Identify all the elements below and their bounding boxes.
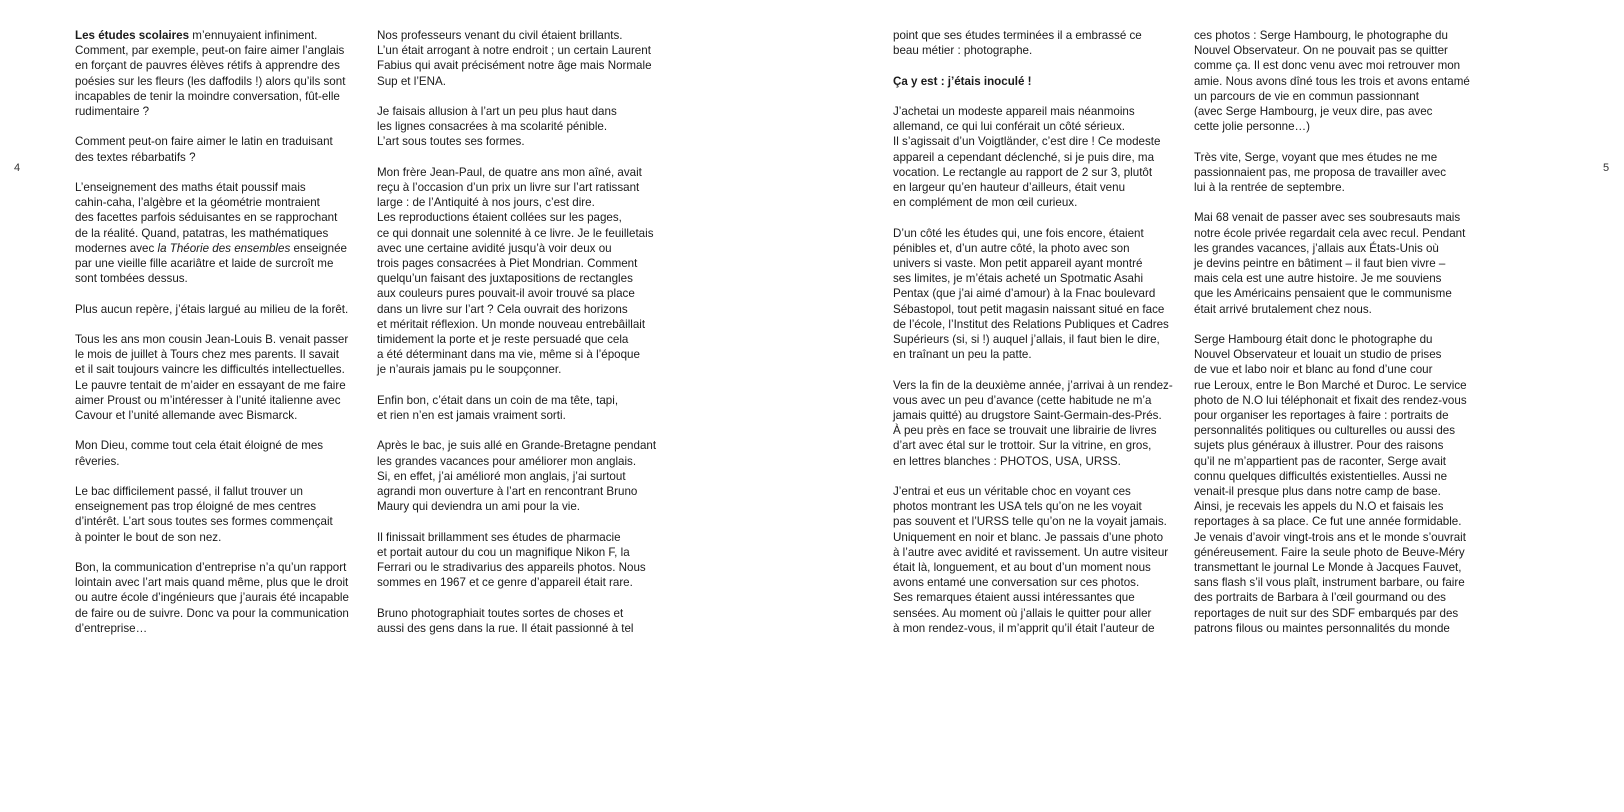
- paragraph: Mon frère Jean-Paul, de quatre ans mon aîné, avait reçu à l’occasion d’un prix un livre sur l’art ratissant large : de l’Antiquité à nos jours, c’est dire. Les reproductions étaient collées sur les pages, ce qui donnait une solennité à ce livre. Je le feuilletais avec une certaine avidité jusqu’à voir deux ou trois pages consacrées à Piet Mondrian. Comment quelqu’un faisant des juxtapositions de rectangles aux couleurs pures pouvait-il avoir trouvé sa place dans un livre sur l’art ? Cela ouvrait des horizons et méritait réflexion. Un monde nouveau entrebâillait timidement la porte et je reste persuadé que cela a été déterminant dans ma vie, même si à l’époque je n’aurais jamais pu le soupçonner.: [377, 165, 654, 377]
- paragraph: Enfin bon, c’était dans un coin de ma tête, tapi, et rien n’en est jamais vraiment sorti.: [377, 393, 619, 423]
- paragraph: Le bac difficilement passé, il fallut trouver un enseignement pas trop éloigné de mes centres d’intérêt. L’art sous toutes ses formes commençait à pointer le bout de son nez.: [75, 485, 333, 544]
- paragraph: Je faisais allusion à l’art un peu plus haut dans les lignes consacrées à ma scolarité pénible. L’art sous toutes ses formes.: [377, 105, 617, 149]
- italic-title: la Théorie des ensembles: [157, 241, 291, 255]
- paragraph: Comment peut-on faire aimer le latin en traduisant des textes rébarbatifs ?: [75, 135, 333, 164]
- text-column-4: [1194, 28, 1486, 636]
- paragraph: ces photos : Serge Hambourg, le photographe du Nouvel Observateur. On ne pouvait pas se quitter comme ça. Il est donc venu avec moi retrouver mon amie. Nous avons dîné tous les trois et avons entamé un parcours de vie en commun passionnant (avec Serge Hambourg, je veux dire, pas avec cette jolie personne…): [1194, 29, 1470, 134]
- text-column-1: [75, 28, 367, 636]
- paragraph-text: m’ennuyaient infiniment. Comment, par exemple, peut-on faire aimer l’anglais en forçant de pauvres élèves rétifs à apprendre des poésies sur les fleurs (les daffodils !) alors qu’ils sont incapables de tenir la moindre conversation, fût-elle rudimentaire ?: [75, 29, 346, 119]
- paragraph: Tous les ans mon cousin Jean-Louis B. venait passer le mois de juillet à Tours chez mes parents. Il savait et il sait toujours vaincre les difficultés intellectuelles. Le pauvre tentait de m’aider en essayant de me faire aimer Proust ou m’intéresser à l’unité italienne avec Cavour et l’unité allemande avec Bismarck.: [75, 333, 349, 423]
- text-column-2: [377, 28, 669, 636]
- paragraph: Très vite, Serge, voyant que mes études ne me passionnaient pas, me proposa de travailler avec lui à la rentrée de septembre.: [1194, 150, 1446, 195]
- paragraph: D’un côté les études qui, une fois encore, étaient pénibles et, d’un autre côté, la photo avec son univers si vaste. Mon petit appareil ayant montré ses limites, je m’étais acheté un Spotmatic Asahi Pentax (que j’ai aimé d’amour) à la Fnac boulevard Sébastopol, tout petit magasin naissant situé en face de l’école, l’Institut des Relations Publiques et Cadres Supérieurs (si, si !) auquel j’allais, il faut bien le dire, en traînant un peu la patte.: [893, 226, 1169, 362]
- paragraph-text: L’enseignement des maths était poussif mais cahin-caha, l’algèbre et la géométrie montraient des facettes parfois séduisantes en se rapprochant de la réalité. Quand, patatras, les mathématiques modernes avec: [75, 181, 338, 255]
- page-number-left: 4: [14, 162, 21, 174]
- paragraph: Il finissait brillamment ses études de pharmacie et portait autour du cou un magnifique Nikon F, la Ferrari ou le stradivarius des appareils photos. Nous sommes en 1967 et ce genre d’appareil était rare.: [377, 530, 646, 590]
- paragraph: Bruno photographiait toutes sortes de choses et aussi des gens dans la rue. Il était passionné à tel: [377, 606, 634, 635]
- text-column-3: [893, 28, 1185, 636]
- paragraph: Mai 68 venait de passer avec ses soubresauts mais notre école privée regardait cela avec recul. Pendant les grandes vacances, j’allais aux États-Unis où je devins peintre en bâtiment – il faut bien vivre – mais cela est une autre histoire. Je me souviens que les Américains pensaient que le communisme était arrivé brutalement chez nous.: [1194, 211, 1466, 316]
- paragraph-text: enseignée par une vieille fille acariâtre et laide de surcroît me sont tombées dessus.: [75, 241, 347, 286]
- paragraph: Bon, la communication d’entreprise n’a qu’un rapport lointain avec l’art mais quand même, plus que le droit ou autre école d’ingénieurs que j’aurais été incapable de faire ou de suivre. Donc va pour la communication d’entreprise…: [75, 561, 349, 635]
- paragraph: J’achetai un modeste appareil mais néanmoins allemand, ce qui lui conférait un côté sérieux. Il s’agissait d’un Voigtländer, c’est dire ! Ce modeste appareil a cependant déclenché, si je puis dire, ma vocation. Le rectangle au rapport de 2 sur 3, plutôt en largeur qu’en hauteur d’ailleurs, était venu en complément de mon œil curieux.: [893, 104, 1161, 210]
- lead-in-bold: Les études scolaires: [75, 29, 190, 42]
- paragraph: Après le bac, je suis allé en Grande-Bretagne pendant les grandes vacances pour améliorer mon anglais. Si, en effet, j’ai amélioré mon anglais, j’ai surtout agrandi mon ouverture à l’art en rencontrant Bruno Maury qui deviendra un ami pour la vie.: [377, 439, 657, 514]
- paragraph: Plus aucun repère, j’étais largué au milieu de la forêt.: [75, 302, 349, 316]
- paragraph: point que ses études terminées il a embrassé ce beau métier : photographe.: [893, 29, 1142, 58]
- paragraph: [75, 28, 367, 119]
- paragraph: J’entrai et eus un véritable choc en voyant ces photos montrant les USA tels qu’on ne les voyait pas souvent et l’URSS telle qu’on ne la voyait jamais. Uniquement en noir et blanc. Je passais d’une photo à l’autre avec avidité et ravissement. Un autre visiteur était là, longuement, et au bout d’un moment nous avons entamé une conversation sur ces photos. Ses remarques étaient aussi intéressantes que sensées. Au moment où j’allais le quitter pour aller à mon rendez-vous, il m’apprit qu’il était l’auteur de: [893, 485, 1169, 635]
- paragraph: Serge Hambourg était donc le photographe du Nouvel Observateur et louait un studio de prises de vue et labo noir et blanc au fond d’une cour rue Leroux, entre le Bon Marché et Duroc. Le service photo de N.O lui téléphonait et fixait des rendez-vous pour organiser les reportages à faire : portraits de personnalités politiques ou culturelles ou aussi des sujets plus généraux à illustrer. Pour des raisons qu’il ne m’appartient pas de raconter, Serge avait connu quelques difficultés existentielles. Aussi ne venait-il presque plus dans notre camp de base. Ainsi, je recevais les appels du N.O et faisais les reportages à sa place. Ce fut une année formidable. Je venais d’avoir vingt-trois ans et le monde s’ouvrait généreusement. Faire la seule photo de Beuve-Méry transmettant le journal Le Monde à Jacques Fauvet, sans flash s’il vous plaît, instrument barbare, ou faire des portraits de Barbara à l’œil gourmand ou des reportages de nuit sur des SDF embarqués par des patrons filous ou maintes personnalités du monde: [1194, 333, 1467, 635]
- page-number-right: 5: [1603, 162, 1610, 174]
- paragraph: Mon Dieu, comme tout cela était éloigné de mes rêveries.: [75, 439, 324, 468]
- paragraph: [75, 180, 367, 286]
- paragraph: Nos professeurs venant du civil étaient brillants. L’un était arrogant à notre endroit ; un certain Laurent Fabius qui avait précisément notre âge mais Normale Sup et l’ENA.: [377, 29, 652, 88]
- section-heading: Ça y est : j’étais inoculé !: [893, 74, 1032, 88]
- paragraph: Vers la fin de la deuxième année, j’arrivai à un rendez- vous avec un peu d’avance (cette habitude ne m’a jamais quitté) au drugstore Saint-Germain-des-Prés. À peu près en face se trouvait une librairie de livres d’art avec étal sur le trottoir. Sur la vitrine, en gros, en lettres blanches : PHOTOS, USA, URSS.: [893, 378, 1173, 468]
